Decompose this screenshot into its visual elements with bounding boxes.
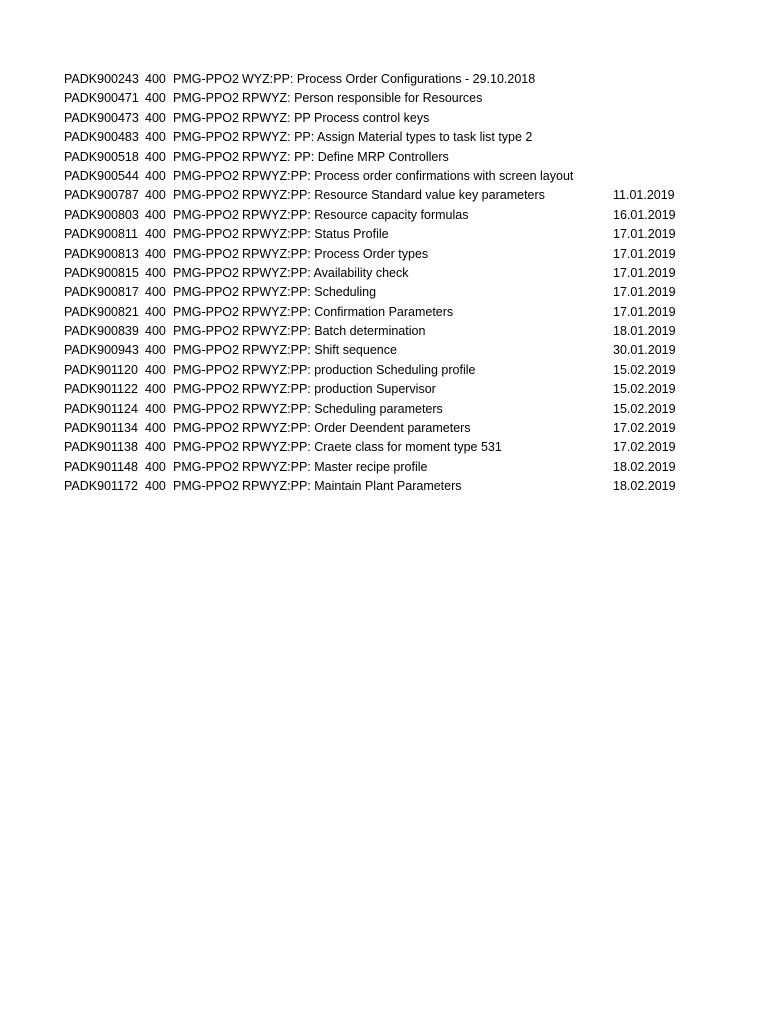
user: PMG-PPO2 — [173, 285, 239, 300]
request-id: PADK900483 — [64, 130, 139, 145]
table-row — [64, 264, 694, 283]
date: 15.02.2019 — [613, 401, 676, 416]
user: PMG-PPO2 — [173, 362, 239, 377]
request-id: PADK901138 — [64, 440, 138, 455]
user: PMG-PPO2 — [173, 149, 239, 164]
request-id: PADK900471 — [64, 91, 139, 106]
client: 400 — [145, 227, 166, 242]
client: 400 — [145, 304, 166, 319]
date: 17.01.2019 — [613, 265, 676, 280]
user: PMG-PPO2 — [173, 130, 239, 145]
request-id: PADK901124 — [64, 401, 138, 416]
client: 400 — [145, 382, 166, 397]
user: PMG-PPO2 — [173, 188, 239, 203]
user: PMG-PPO2 — [173, 265, 239, 280]
user: PMG-PPO2 — [173, 421, 239, 436]
date: 11.01.2019 — [613, 188, 675, 203]
client: 400 — [145, 362, 166, 377]
client: 400 — [145, 479, 166, 494]
user: PMG-PPO2 — [173, 401, 239, 416]
user: PMG-PPO2 — [173, 440, 239, 455]
description: RPWYZ:PP: production Scheduling profile — [242, 362, 476, 377]
client: 400 — [145, 440, 166, 455]
request-id: PADK900544 — [64, 168, 139, 183]
date: 17.02.2019 — [613, 421, 676, 436]
date: 18.01.2019 — [613, 324, 676, 339]
request-id: PADK900518 — [64, 149, 139, 164]
client: 400 — [145, 459, 166, 474]
date: 18.02.2019 — [613, 459, 676, 474]
client: 400 — [145, 149, 166, 164]
table-row — [64, 438, 694, 457]
table-row — [64, 303, 694, 322]
request-id: PADK900787 — [64, 188, 139, 203]
request-id: PADK900839 — [64, 324, 139, 339]
date: 17.01.2019 — [613, 304, 676, 319]
request-id: PADK900473 — [64, 110, 139, 125]
description: WYZ:PP: Process Order Configurations - 29.10.2018 — [242, 72, 536, 86]
request-id: PADK901172 — [64, 479, 138, 494]
description: RPWYZ:PP: Process order confirmations with screen layout — [242, 168, 574, 183]
table-row — [64, 361, 694, 380]
client: 400 — [145, 110, 166, 125]
user: PMG-PPO2 — [173, 168, 239, 183]
user: PMG-PPO2 — [173, 459, 239, 474]
date: 30.01.2019 — [613, 343, 676, 358]
description: RPWYZ: PP: Assign Material types to task list type 2 — [242, 130, 533, 145]
table-row — [64, 245, 694, 264]
user: PMG-PPO2 — [173, 227, 239, 242]
client: 400 — [145, 343, 166, 358]
client: 400 — [145, 285, 166, 300]
client: 400 — [145, 72, 166, 86]
request-id: PADK900821 — [64, 304, 139, 319]
table-row — [64, 148, 694, 167]
user: PMG-PPO2 — [173, 91, 239, 106]
table-row — [64, 128, 694, 147]
description: RPWYZ:PP: Order Deendent parameters — [242, 421, 471, 436]
client: 400 — [145, 324, 166, 339]
table-row — [64, 322, 694, 341]
date: 15.02.2019 — [613, 382, 676, 397]
user: PMG-PPO2 — [173, 207, 239, 222]
user: PMG-PPO2 — [173, 72, 239, 86]
client: 400 — [145, 401, 166, 416]
client: 400 — [145, 168, 166, 183]
request-id: PADK900943 — [64, 343, 139, 358]
user: PMG-PPO2 — [173, 343, 239, 358]
table-row — [64, 225, 694, 244]
description: RPWYZ:PP: Scheduling parameters — [242, 401, 443, 416]
request-id: PADK900817 — [64, 285, 139, 300]
request-id: PADK900811 — [64, 227, 138, 242]
description: RPWYZ: PP: Define MRP Controllers — [242, 149, 449, 164]
description: RPWYZ:PP: Scheduling — [242, 285, 377, 300]
description: RPWYZ:PP: Resource capacity formulas — [242, 207, 469, 222]
table-row — [64, 109, 694, 128]
date: 18.02.2019 — [613, 479, 676, 494]
table-row — [64, 477, 694, 496]
description: RPWYZ:PP: Maintain Plant Parameters — [242, 479, 462, 494]
table-row — [64, 419, 694, 438]
client: 400 — [145, 188, 166, 203]
user: PMG-PPO2 — [173, 304, 239, 319]
date: 16.01.2019 — [613, 207, 676, 222]
user: PMG-PPO2 — [173, 479, 239, 494]
request-id: PADK900803 — [64, 207, 139, 222]
transport-request-table — [64, 70, 694, 497]
date: 17.01.2019 — [613, 227, 676, 242]
request-id: PADK900813 — [64, 246, 139, 261]
user: PMG-PPO2 — [173, 246, 239, 261]
description: RPWYZ:PP: Resource Standard value key parameters — [242, 188, 545, 203]
table-row — [64, 380, 694, 399]
request-id: PADK901122 — [64, 382, 138, 397]
description: RPWYZ:PP: Confirmation Parameters — [242, 304, 454, 319]
client: 400 — [145, 130, 166, 145]
user: PMG-PPO2 — [173, 382, 239, 397]
table-row — [64, 458, 694, 477]
description: RPWYZ:PP: Craete class for moment type 531 — [242, 440, 502, 455]
request-id: PADK900243 — [64, 72, 139, 86]
table-row — [64, 186, 694, 205]
description: RPWYZ: Person responsible for Resources — [242, 91, 483, 106]
table-row — [64, 341, 694, 360]
description: RPWYZ:PP: Process Order types — [242, 246, 429, 261]
description: RPWYZ:PP: production Supervisor — [242, 382, 436, 397]
description: RPWYZ:PP: Master recipe profile — [242, 459, 428, 474]
request-id: PADK901120 — [64, 362, 138, 377]
table-row — [64, 167, 694, 186]
client: 400 — [145, 421, 166, 436]
date: 17.01.2019 — [613, 246, 676, 261]
client: 400 — [145, 91, 166, 106]
request-id: PADK901148 — [64, 459, 138, 474]
user: PMG-PPO2 — [173, 324, 239, 339]
table-row — [64, 89, 694, 108]
date: 17.01.2019 — [613, 285, 676, 300]
client: 400 — [145, 265, 166, 280]
date: 17.02.2019 — [613, 440, 676, 455]
table-row — [64, 206, 694, 225]
client: 400 — [145, 207, 166, 222]
table-row — [64, 283, 694, 302]
request-id: PADK900815 — [64, 265, 139, 280]
description: RPWYZ:PP: Shift sequence — [242, 343, 397, 358]
user: PMG-PPO2 — [173, 110, 239, 125]
description: RPWYZ: PP Process control keys — [242, 110, 430, 125]
description: RPWYZ:PP: Batch determination — [242, 324, 426, 339]
table-row — [64, 70, 694, 89]
date: 15.02.2019 — [613, 362, 676, 377]
client: 400 — [145, 246, 166, 261]
table-row — [64, 400, 694, 419]
description: RPWYZ:PP: Availability check — [242, 265, 409, 280]
description: RPWYZ:PP: Status Profile — [242, 227, 389, 242]
request-id: PADK901134 — [64, 421, 138, 436]
